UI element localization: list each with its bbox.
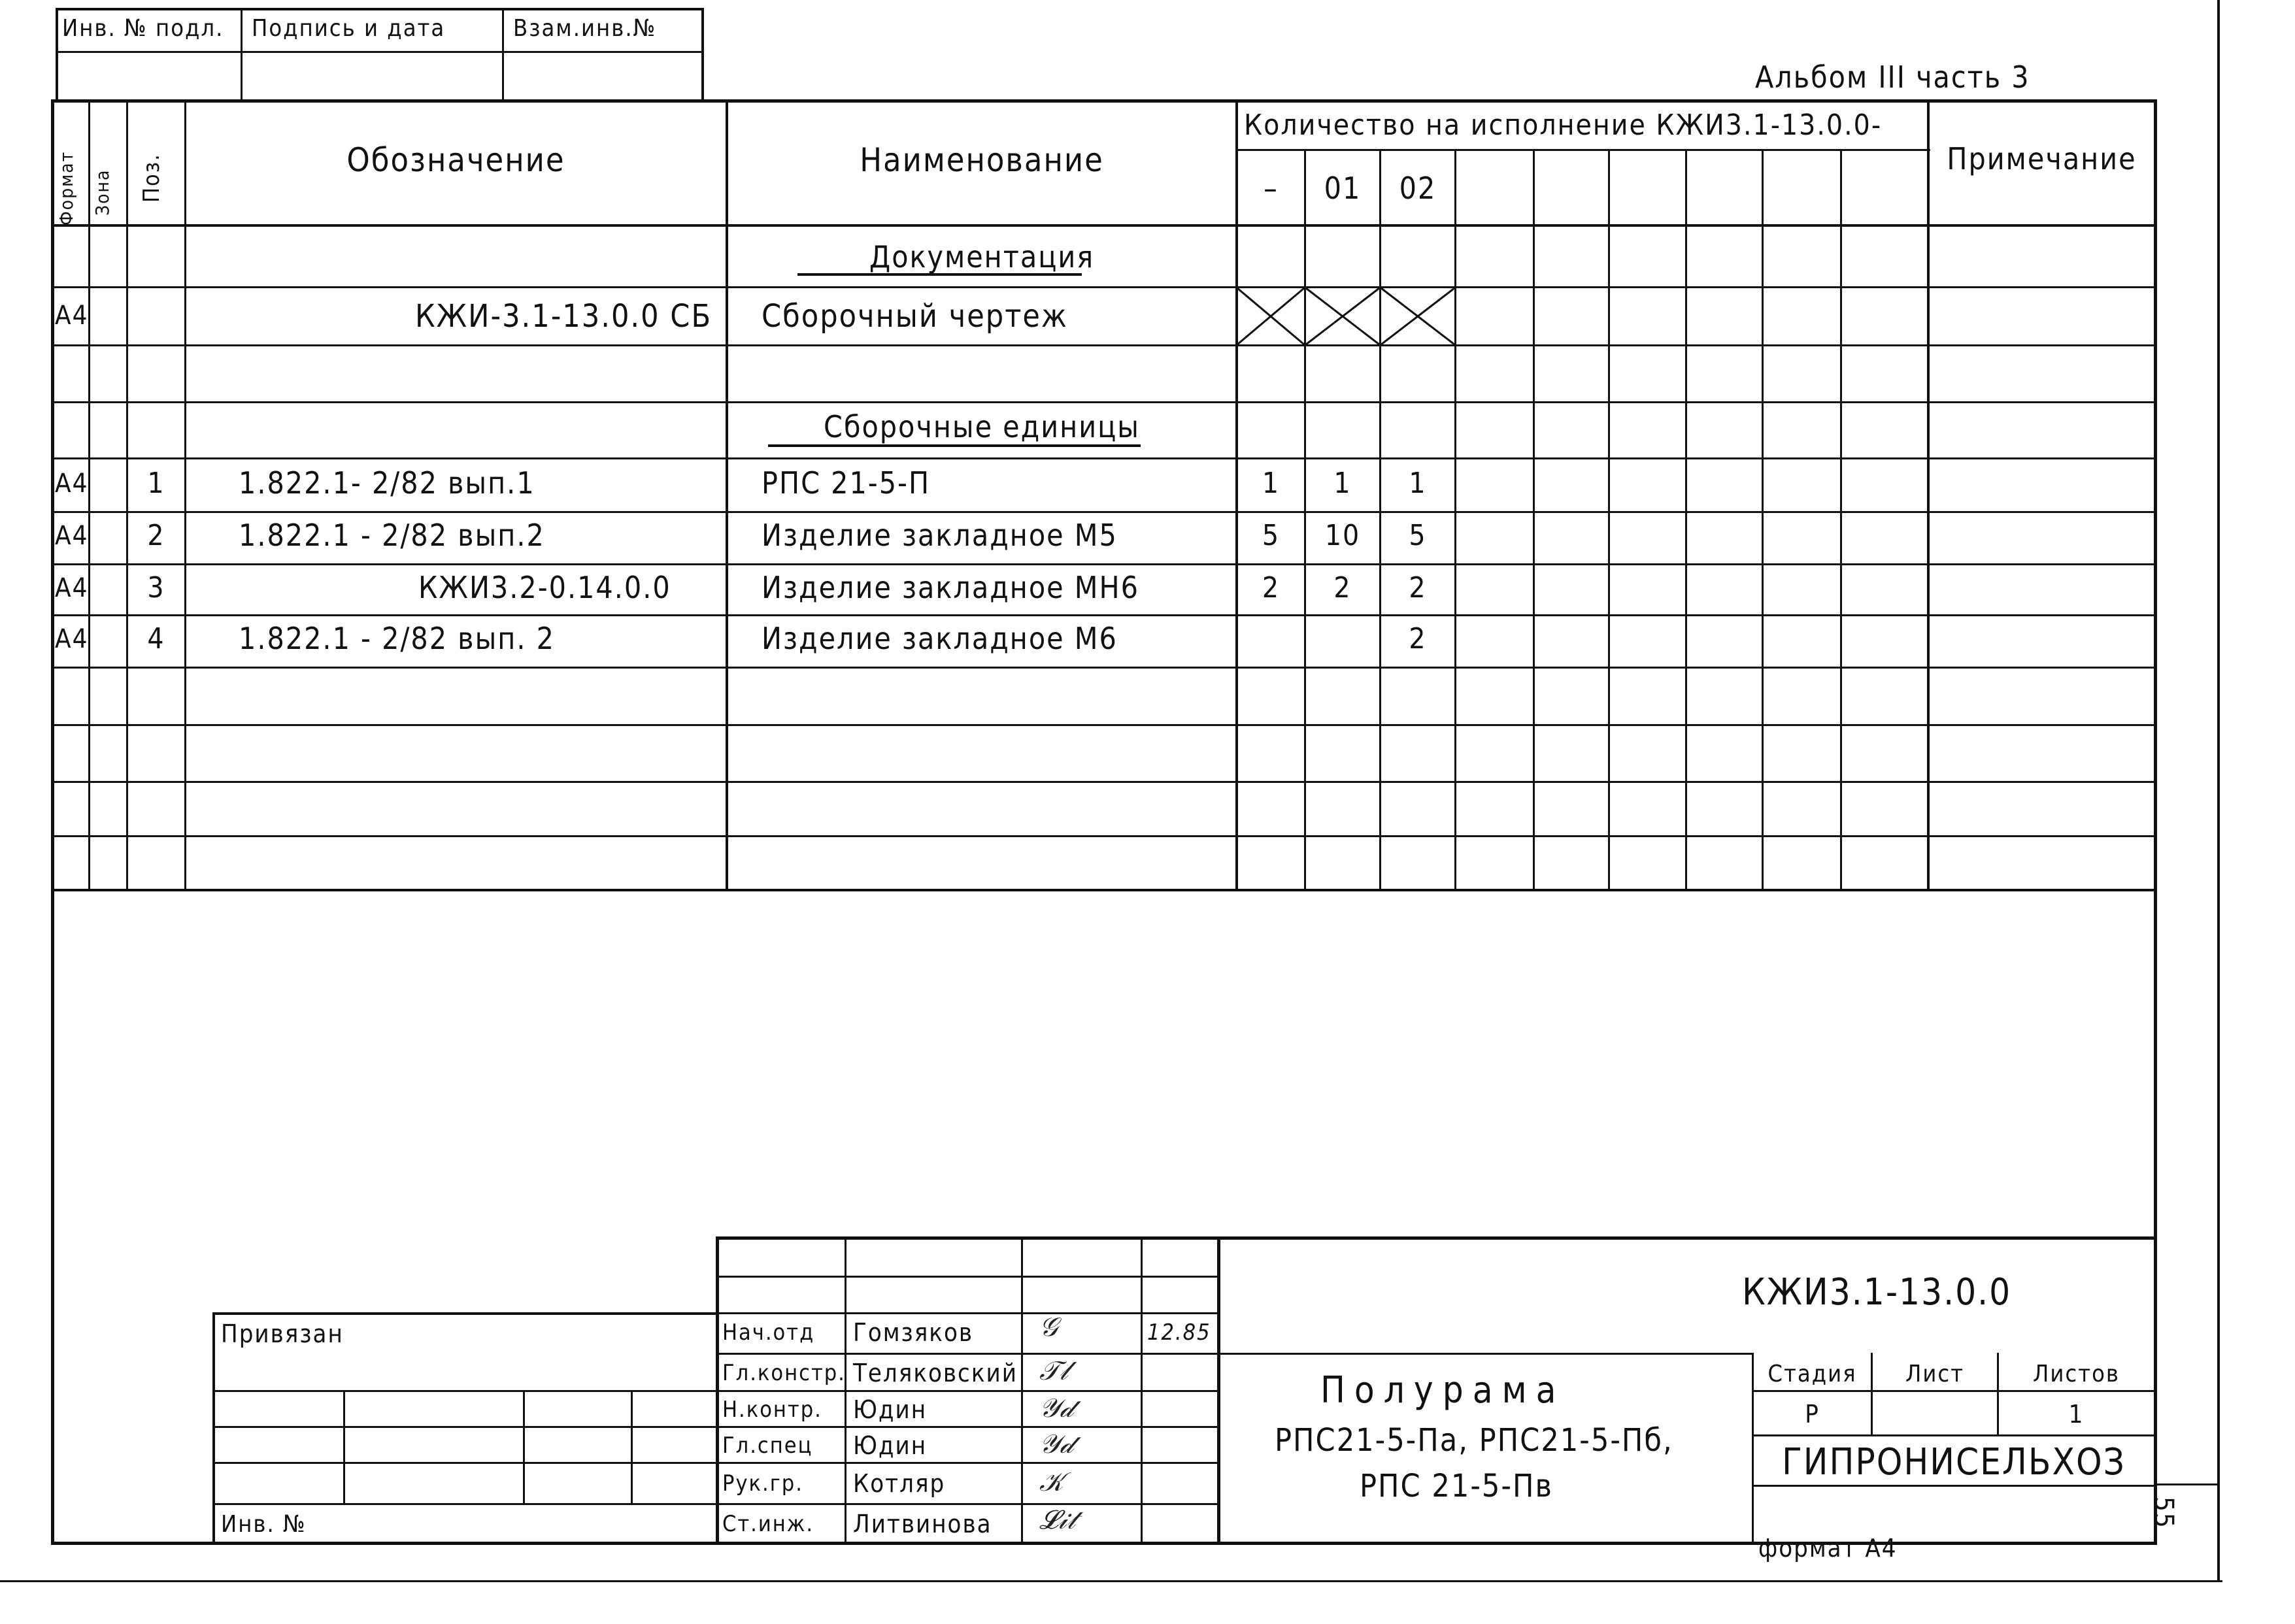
header-designation: Обозначение: [346, 141, 565, 179]
date-value: 12.85: [1147, 1319, 1211, 1346]
stamp-vzam-inv: Взам.инв.№: [513, 15, 657, 42]
header-name: Наименование: [860, 141, 1104, 179]
role-label: Нач.отд: [722, 1319, 815, 1346]
item-designation: КЖИ3.2-0.14.0.0: [418, 570, 671, 605]
org-name: ГИПРОНИСЕЛЬХОЗ: [1782, 1441, 2126, 1483]
item-qty-2: 2: [1409, 622, 1427, 655]
stage-value: Р: [1805, 1400, 1820, 1429]
item-name: Изделие закладное М5: [762, 518, 1118, 553]
doc-designation: КЖИ-3.1-13.0.0 СБ: [415, 298, 712, 335]
role-label: Н.контр.: [722, 1397, 822, 1423]
person-name: Гомзяков: [853, 1318, 974, 1347]
doc-format: А4: [55, 301, 89, 331]
signature-litvinova: 𝓛𝒾𝓉: [1039, 1505, 1076, 1535]
header-format: Формат: [56, 150, 77, 225]
header-pos: Поз.: [139, 153, 165, 203]
variant-2: 02: [1399, 171, 1437, 206]
sheets-label: Листов: [2033, 1361, 2120, 1387]
person-name: Юдин: [853, 1395, 928, 1424]
role-label: Гл.спец: [722, 1433, 813, 1459]
signature-yudin-2: 𝒴𝒹: [1039, 1429, 1073, 1459]
title-line1: Полурама: [1320, 1369, 1566, 1412]
person-name: Литвинова: [853, 1510, 992, 1538]
item-qty-2: 5: [1409, 519, 1427, 552]
item-qty-0: 2: [1262, 571, 1281, 605]
role-label: Рук.гр.: [722, 1470, 803, 1497]
sheet-label: Лист: [1905, 1361, 1965, 1387]
item-name: Изделие закладное МН6: [762, 570, 1139, 605]
item-format: А4: [55, 624, 89, 654]
doc-code: КЖИ3.1-13.0.0: [1742, 1271, 2012, 1314]
inv-no-label: Инв. №: [221, 1511, 307, 1538]
variant-0: –: [1264, 171, 1279, 206]
person-name: Юдин: [853, 1431, 928, 1460]
item-pos: 1: [147, 467, 165, 500]
signature-gomzyakov: 𝒢: [1039, 1312, 1058, 1342]
privyazan-label: Привязан: [221, 1319, 344, 1348]
doc-name: Сборочный чертеж: [762, 298, 1068, 335]
variant-1: 01: [1324, 171, 1362, 206]
item-qty-0: 1: [1262, 467, 1281, 500]
role-label: Гл.констр.: [722, 1360, 846, 1386]
section-assemblies: Сборочные единицы: [824, 409, 1140, 444]
item-name: РПС 21-5-П: [762, 465, 931, 501]
item-designation: 1.822.1- 2/82 вып.1: [239, 465, 535, 501]
item-name: Изделие закладное М6: [762, 621, 1118, 656]
format-note: формат А4: [1758, 1534, 1898, 1563]
title-line3: РПС 21-5-Пв: [1360, 1468, 1553, 1504]
item-format: А4: [55, 521, 89, 551]
stamp-podpis-data: Подпись и дата: [252, 15, 446, 42]
item-format: А4: [55, 469, 89, 499]
header-zone: Зона: [92, 169, 113, 216]
header-note: Примечание: [1947, 141, 2137, 176]
item-designation: 1.822.1 - 2/82 вып.2: [239, 518, 545, 553]
item-designation: 1.822.1 - 2/82 вып. 2: [239, 621, 555, 656]
person-name: Теляковский: [853, 1359, 1018, 1387]
header-quantity: Количество на исполнение КЖИ3.1-13.0.0-: [1244, 108, 1883, 142]
item-pos: 3: [147, 571, 165, 605]
album-label: Альбом III часть 3: [1755, 59, 2030, 95]
role-label: Ст.инж.: [722, 1511, 814, 1537]
person-name: Котляр: [853, 1469, 946, 1498]
signature-telyakovsky: 𝒯𝓁: [1039, 1356, 1068, 1386]
stage-label: Стадия: [1767, 1361, 1857, 1387]
signature-yudin-1: 𝒴𝒹: [1039, 1393, 1073, 1423]
item-qty-0: 5: [1262, 519, 1281, 552]
item-pos: 2: [147, 519, 165, 552]
section-documentation: Документация: [869, 239, 1095, 274]
item-qty-1: 10: [1324, 519, 1361, 552]
page-number: 55: [2149, 1497, 2179, 1529]
title-line2: РПС21-5-Па, РПС21-5-Пб,: [1275, 1422, 1673, 1459]
item-pos: 4: [147, 622, 165, 655]
item-qty-2: 1: [1409, 467, 1427, 500]
item-qty-2: 2: [1409, 571, 1427, 605]
sheets-value: 1: [2068, 1400, 2085, 1429]
signature-kotlyar: 𝒦: [1039, 1467, 1064, 1497]
stamp-inv-podl: Инв. № подл.: [62, 15, 224, 42]
item-qty-1: 1: [1333, 467, 1352, 500]
item-format: А4: [55, 573, 89, 603]
item-qty-1: 2: [1333, 571, 1352, 605]
